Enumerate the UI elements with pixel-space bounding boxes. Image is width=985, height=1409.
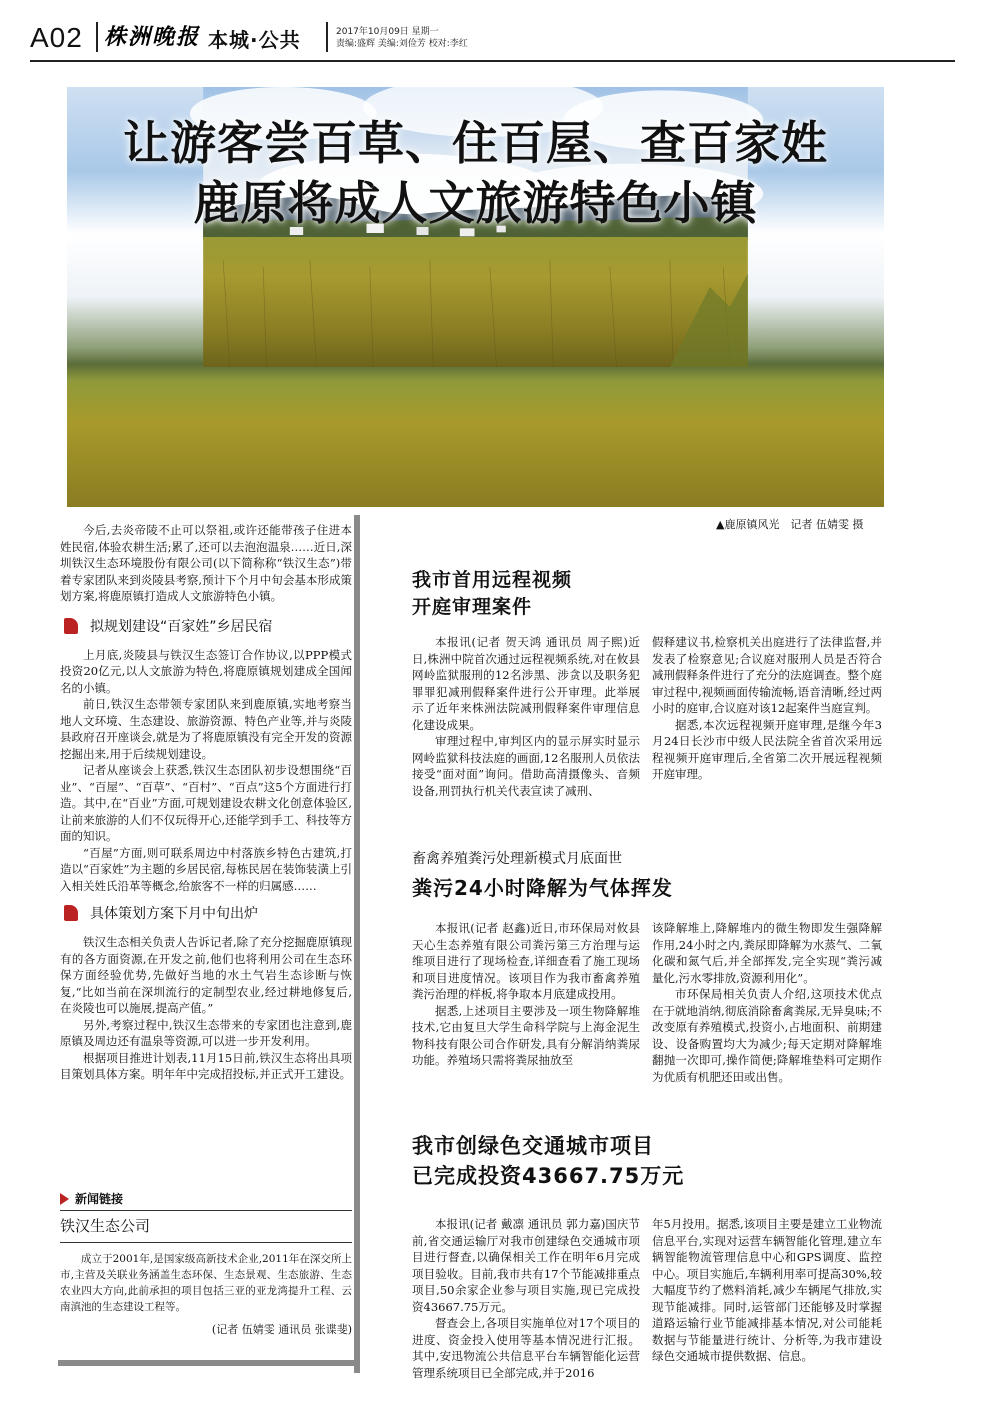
story2-column-2 xyxy=(652,634,882,783)
paragraph: 记者从座谈会上获悉,铁汉生态团队初步设想围绕“百业”、“百屋”、“百草”、“百村”、“百点”这5个方面进行打造。其中,在“百业”方面,可规划建设农耕文化创意体验区,让前来旅游的人们不仅玩得开心,还能学到手工、科技等方面的知识。 xyxy=(60,763,352,843)
news-link-box xyxy=(60,1190,352,1337)
paragraph: 另外,考察过程中,铁汉生态带来的专家团也注意到,鹿原镇及周边还有温泉等资源,可以进一步开发利用。 xyxy=(60,1017,352,1048)
subhead xyxy=(60,904,352,924)
issue-editors: 责编:盛辉 美编:刘俭芳 校对:李红 xyxy=(336,39,468,49)
paragraph: 上月底,炎陵县与铁汉生态签订合作协议,以PPP模式投资20亿元,以人文旅游为特色,将鹿原镇规划建成全国闻名的小镇。 xyxy=(60,647,352,695)
hero-photo xyxy=(67,87,884,507)
story4-title-1: 我市创绿色交通城市项目 xyxy=(412,1134,654,1158)
subhead-text: 拟规划建设“百家姓”乡居民宿 xyxy=(90,618,273,635)
header-divider xyxy=(326,22,328,52)
paragraph: 审理过程中,审判区内的显示屏实时显示网岭监狱科技法庭的画面,12名服刑人员依法接受“面对面”询问。借助高清摄像头、音频设备,刑罚执行机关代表宣读了减刑、 xyxy=(412,734,640,798)
story4-column-2 xyxy=(652,1216,882,1365)
paragraph: “百屋”方面,则可联系周边中村落族乡特色古建筑,打造以“百家姓”为主题的乡居民宿,每栋民居在装饰装潢上引入相关姓氏沿革等概念,给旅客不一样的归属感…… xyxy=(60,845,352,893)
subhead-text: 具体策划方案下月中旬出炉 xyxy=(90,906,258,922)
story4-title-2: 已完成投资43667.75万元 xyxy=(412,1164,685,1188)
byline: (记者 伍婧雯 通讯员 张谍斐) xyxy=(211,1323,352,1336)
story3-kicker: 畜禽养殖粪污处理新模式月底面世 xyxy=(412,851,622,867)
story3-column-1 xyxy=(412,920,640,1069)
headline-line-2: 鹿原将成人文旅游特色小镇 xyxy=(193,176,758,230)
section-marker-icon xyxy=(64,905,78,921)
photo-caption: ▲鹿原镇风光 记者 伍婧雯 摄 xyxy=(716,518,864,531)
headline-line-1: 让游客尝百草、住百屋、查百家姓 xyxy=(123,116,828,170)
header-rule xyxy=(30,60,955,62)
paragraph: 根据项目推进计划表,11月15日前,铁汉生态将出具项目策划具体方案。明年年中完成招投标,并正式开工建设。 xyxy=(60,1050,352,1081)
link-body: 成立于2001年,是国家级高新技术企业,2011年在深交所上市,主营及关联业务涵盖生态环保、生态景观、生态旅游、生态农业四大方向,此前承担的项目包括三亚的亚龙湾提升工程、云南滇池的生态建设工程等。 xyxy=(60,1253,352,1313)
paragraph: 据悉,上述项目主要涉及一项生物降解堆技术,它由复旦大学生命科学院与上海金泥生物科技有限公司合作研发,具有分解消纳粪尿功能。养殖场只需将粪尿抽放至 xyxy=(412,1003,640,1067)
paragraph: 铁汉生态相关负责人告诉记者,除了充分挖掘鹿原镇现有的各方面资源,在开发之前,他们也将利用公司在生态环保方面经验优势,先做好当地的水土气岩生态诊断与恢复,“比如当前在深圳流行的定制型农业,经过耕地修复后,在炎陵也可以施展,提高产值。” xyxy=(60,935,352,1015)
paragraph: 督查会上,各项目实施单位对17个项目的进度、资金投入使用等基本情况进行汇报。其中,安迅物流公共信息平台车辆智能化运营管理系统项目已全部完成,并于2016 xyxy=(412,1316,640,1380)
subhead xyxy=(60,617,352,637)
paragraph: 该降解堆上,降解堆内的微生物即发生强降解作用,24小时之内,粪尿即降解为水蒸气、二氧化碳和氮气后,并全部挥发,完全实现“粪污减量化,污水零排放,资源利用化”。 xyxy=(652,921,882,985)
paragraph: 本报讯(记者 贺天鸿 通讯员 周子熙)近日,株洲中院首次通过远程视频系统,对在攸县网岭监狱服刑的12名涉黑、涉贪以及职务犯罪罪犯减刑假释案件进行公开审理。此举展示了近年来株洲法院减刑假释案件审理信息化建设成果。 xyxy=(412,635,640,732)
newspaper-logo: 株洲晚报 xyxy=(104,24,201,50)
section-marker-icon xyxy=(64,618,78,634)
lead-intro: 今后,去炎帝陵不止可以祭祖,或许还能带孩子住进本姓民宿,体验农耕生活;累了,还可以去泡泡温泉……近日,深圳铁汉生态环境股份有限公司(以下简称称“铁汉生态”)带着专家团队来到炎陵县考察,预计下个月中旬会基本形成策划方案,将鹿原镇打造成人文旅游特色小镇。 xyxy=(60,523,352,603)
paragraph: 本报讯(记者 赵鑫)近日,市环保局对攸县天心生态养殖有限公司粪污第三方治理与运维项目进行了现场检查,详细查看了施工现场和项目进度情况。该项目作为我市畜禽养殖粪污治理的样板,将争取本月底建成投用。 xyxy=(412,921,640,1001)
link-title: 铁汉生态公司 xyxy=(60,1217,151,1235)
story4-column-1 xyxy=(412,1216,640,1381)
issue-date: 2017年10月09日 星期一 xyxy=(336,27,439,37)
paragraph: 前日,铁汉生态带领专家团队来到鹿原镇,实地考察当地人文环境、生态建设、旅游资源、特色产业等,并与炎陵县政府召开座谈会,就是为了将鹿原镇没有完全开发的资源挖掘出来,用于后续规划建设。 xyxy=(60,697,352,761)
paragraph: 据悉,本次远程视频开庭审理,是继今年3月24日长沙市中级人民法院全省首次采用远程视频开庭审理后,全省第二次开展远程视频开庭审理。 xyxy=(652,717,882,781)
link-label: 新闻链接 xyxy=(75,1192,124,1206)
arrow-icon xyxy=(60,1193,69,1205)
story3-column-2 xyxy=(652,920,882,1085)
story2-title-2: 开庭审理案件 xyxy=(412,596,533,618)
paragraph: 市环保局相关负责人介绍,这项技术优点在于就地消纳,彻底消除畜禽粪尿,无异臭味;不改变原有养殖模式,投资小,占地面积、前期建设、设备购置均大为减少;每天定期对降解堆翻抛一次即可,操作简便;降解堆垫料可定期作为优质有机肥还田或出售。 xyxy=(652,987,882,1084)
paragraph: 本报讯(记者 戴凛 通讯员 郭力嘉)国庆节前,省交通运输厅对我市创建绿色交通城市项目进行督查,以确保相关工作在明年6月完成项目验收。目前,我市共有17个节能减排重点项目,50余家企业参与项目实施,现已完成投资43667.75万元。 xyxy=(412,1217,640,1314)
column-shadow xyxy=(354,515,360,1373)
paragraph: 假释建议书,检察机关出庭进行了法律监督,并发表了检察意见;合议庭对服刑人员是否符合减刑假释条件进行了充分的法庭调查。整个庭审过程中,视频画面传输流畅,语音清晰,经过两小时的庭审,合议庭对该12起案件当庭宣判。 xyxy=(652,635,882,715)
section-title: 本城·公共 xyxy=(208,28,301,52)
story2-title-1: 我市首用远程视频 xyxy=(412,569,573,591)
issue-meta xyxy=(336,26,468,50)
page-number: A02 xyxy=(30,22,83,53)
story3-title: 粪污24小时降解为气体挥发 xyxy=(412,876,673,900)
story2-column-1 xyxy=(412,634,640,799)
header-divider xyxy=(96,22,98,52)
paragraph: 年5月投用。据悉,该项目主要是建立工业物流信息平台,实现对运营车辆智能化管理,建立车辆智能物流管理信息中心和GPS调度、监控中心。项目实施后,车辆利用率可提高30%,较大幅度节约了燃料消耗,减少车辆尾气排放,实现节能减排。同时,运管部门还能够及时掌握道路运输行业节能减排基本情况,对公司能耗数据与节能量进行统计、分析等,为我市建设绿色交通城市提供数据、信息。 xyxy=(652,1217,882,1363)
